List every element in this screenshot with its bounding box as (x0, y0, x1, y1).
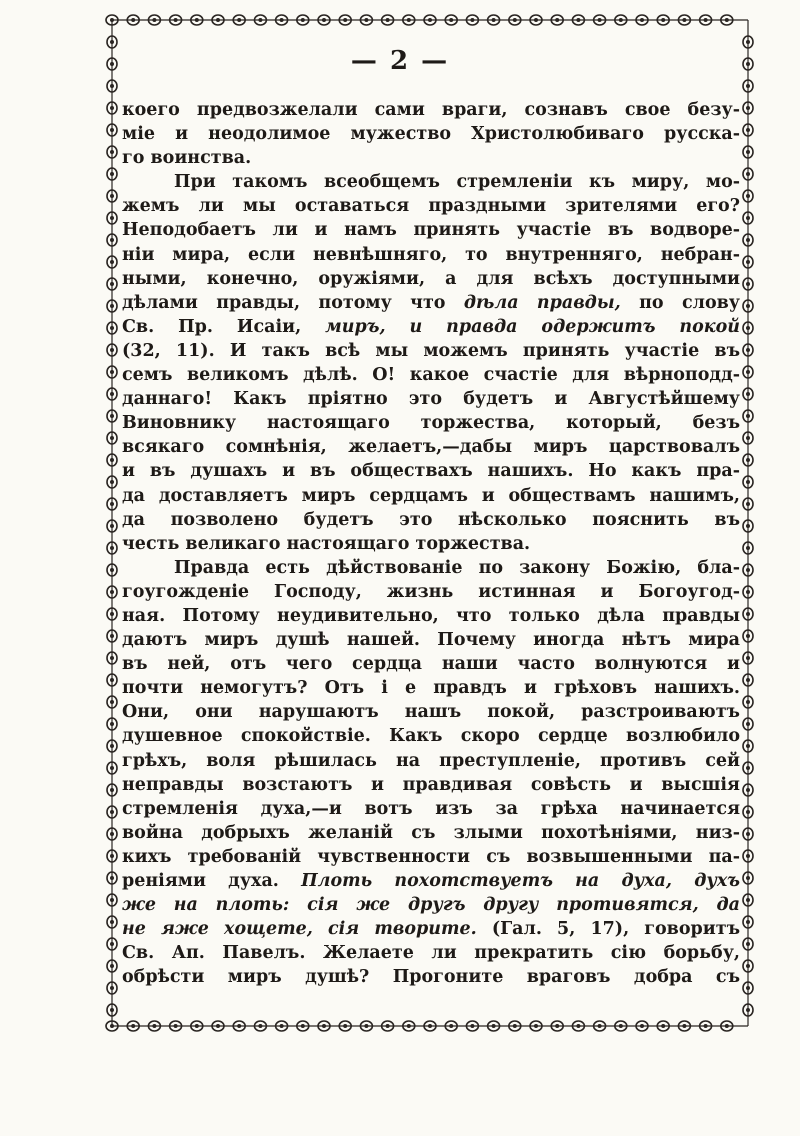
italic-quote: дѣла правды, (463, 292, 621, 313)
text-segment: Св. Пр. Исаіи, (122, 316, 326, 337)
text-line (122, 845, 740, 869)
italic-quote: и правда одержитъ покой (409, 316, 741, 337)
text-line (122, 749, 740, 773)
text-segment: дѣлами правды, потому что (122, 292, 464, 313)
text-segment: Виновнику настоящаго торжества, который, безъ (122, 413, 740, 434)
text-line (122, 532, 740, 556)
text-line (122, 218, 740, 242)
text-line (122, 170, 740, 194)
text-line (122, 194, 740, 218)
text-segment: При такомъ всеобщемъ стремленіи къ миру, мо- (174, 172, 740, 193)
text-segment: душевное спокойствіе. Какъ скоро сердце возлюбило (122, 726, 740, 747)
text-segment: гоугожденіе Господу, жизнь истинная и Богоугод- (122, 581, 740, 602)
text-line (122, 652, 740, 676)
text-line (122, 821, 740, 845)
text-segment: Св. Ап. Павелъ. Желаете ли прекратить сію борьбу, (122, 943, 740, 964)
text-line (122, 676, 740, 700)
text-line (122, 604, 740, 628)
text-segment (386, 317, 410, 337)
text-line (122, 773, 740, 797)
text-segment: коего предвозжелали сами враги, сознавъ свое безу- (122, 100, 740, 120)
text-line (122, 339, 740, 363)
text-line (122, 941, 740, 965)
text-line (122, 893, 740, 917)
text-segment: ными, конечно, оружіями, а для всѣхъ доступными (122, 268, 740, 289)
text-line (122, 556, 740, 580)
text-line (122, 797, 740, 821)
text-segment: даннаго! Какъ пріятно это будетъ и Августѣйшему (122, 389, 740, 410)
text-line (122, 411, 740, 435)
text-line (122, 724, 740, 748)
text-line (122, 580, 740, 604)
text-line (122, 700, 740, 724)
text-line (122, 917, 740, 941)
text-segment: реніями духа. (122, 871, 302, 891)
text-segment: и въ душахъ и въ обществахъ нашихъ. Но какъ пра- (122, 461, 740, 482)
text-segment: семъ великомъ дѣлѣ. О! какое счастіе для вѣрноподд- (122, 365, 740, 386)
text-segment: честь великаго настоящаго торжества. (122, 533, 531, 554)
text-segment: неправды возстаютъ и правдивая совѣсть и высшія (122, 774, 740, 795)
italic-quote: миръ, (325, 316, 386, 337)
text-segment: война добрыхъ желаній съ злыми похотѣніями, низ- (122, 822, 740, 843)
text-segment: ная. Потому неудивительно, что только дѣла правды (122, 605, 740, 626)
text-segment: обрѣсти миръ душѣ? Прогоните враговъ добра съ (122, 967, 740, 988)
text-line (122, 267, 740, 291)
text-segment: почти немогутъ? Отъ і е правдъ и грѣховъ нашихъ. (122, 678, 740, 699)
italic-quote: Плоть похотствуетъ на духа, духъ (301, 871, 740, 891)
text-line (122, 435, 740, 459)
italic-quote: не яже хощете, сія творите. (122, 919, 477, 940)
text-line (122, 459, 740, 483)
text-segment: Правда есть дѣйствованіе по закону Божію, бла- (174, 557, 740, 578)
text-line (122, 363, 740, 387)
text-segment: (Гал. 5, 17), говоритъ (476, 919, 740, 940)
text-line (122, 869, 740, 893)
text-segment: по слову (620, 292, 740, 313)
text-line (122, 628, 740, 652)
text-line (122, 291, 740, 315)
text-line (122, 243, 740, 267)
text-line (122, 965, 740, 989)
text-segment: стремленія духа,—и вотъ изъ за грѣха начинается (122, 798, 740, 819)
text-segment: жемъ ли мы оставаться праздными зрителями его? (122, 196, 740, 217)
text-segment: ніи мира, если невнѣшняго, то внутренняго, небран- (122, 244, 740, 265)
text-segment: всякаго сомнѣнія, желаетъ,—дабы миръ царствовалъ (122, 437, 740, 458)
text-segment: да доставляетъ миръ сердцамъ и обществамъ нашимъ, (122, 485, 740, 506)
text-segment: грѣхъ, воля рѣшилась на преступленіе, противъ сей (122, 750, 740, 771)
text-segment: го воинства. (122, 148, 252, 169)
text-line (122, 146, 740, 170)
text-segment: кихъ требованій чувственности съ возвышенными па- (122, 846, 740, 867)
text-line (122, 484, 740, 508)
text-line (122, 508, 740, 532)
text-segment: въ ней, отъ чего сердца наши часто волнуются и (122, 654, 740, 675)
page-number: — 2 — (350, 46, 450, 76)
text-segment: міе и неодолимое мужество Христолюбиваго русска- (122, 124, 740, 145)
text-line (122, 315, 740, 339)
italic-quote: же на плоть: сія же другъ другу противятся, да (122, 895, 740, 916)
text-line (122, 98, 740, 122)
text-segment: даютъ миръ душѣ нашей. Почему иногда нѣтъ мира (122, 630, 740, 651)
text-segment: Они, они нарушаютъ нашъ покой, разстроиваютъ (122, 702, 740, 723)
text-line (122, 122, 740, 146)
text-segment: Неподобаетъ ли и намъ принять участіе въ водворе- (122, 220, 740, 241)
text-segment: (32, 11). И такъ всѣ мы можемъ принять участіе въ (122, 340, 740, 361)
text-segment: да позволено будетъ это нѣсколько пояснить въ (122, 509, 740, 530)
body-text (122, 98, 740, 989)
text-line (122, 387, 740, 411)
